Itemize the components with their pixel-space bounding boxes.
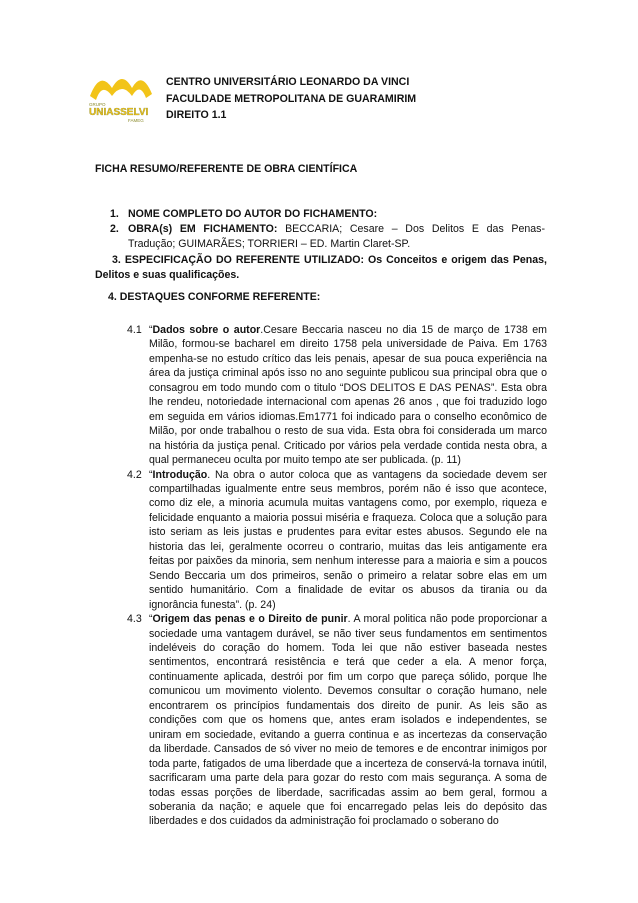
section-text: . Na obra o autor coloca que as vantagens da sociedade devem ser compartilhadas igualmente entre seus membros, porém não é isso que acontece, como diz ele, a minoria acumula muitas vantagens como, por exemplo, riqueza e felicidade enquanto a maioria possui miséria e fraqueza. Coloca que a solução para isto seriam as leis justas e prudentes para evitar estes abusos. Segundo ele na historia das lei, geralmente ocorreu o contrario, muitas das leis antigamente era feitas por paixões da minoria, sem nenhum interesse para a maioria e sim a poucos Sendo Beccaria um dos primeiros, senão o primeiro a relatar sobre elas em um sentido humanitário. Com a finalidade de evitar os abusos da tirania ou da ignorância funesta”. (p. 24) [149,468,547,611]
logo-wings-shape [90,79,152,100]
section-text: . A moral politica não pode proporcionar a sociedade uma vantagem durável, se não tiver seus fundamentos em sentimentos indeléveis do coração do homem. Toda lei que não estiver baseada nestes sentimentos, encontrará resistência e terá que ceder a ela. A menor força, continuamente aplicada, destrói por fim um corpo que pareça sólido, porque lhe comunicou um movimento violento. Devemos consultar o coração humano, nele encontrarem os princípios fundamentais dos direito de punir. As leis são as condições com que os homens que, antes eram isolados e independentes, se uniram em sociedade, evitando a guerra continua e as incertezas da conservação da liberdade. Cansados de só viver no meio de temores e de encontrar inimigos por toda parte, fatigados de uma liberdade que a incerteza de conservá-la tornava inútil, sacrificaram uma parte dela para gozar do resto com mais segurança. A soma de todas essas porções de liberdade, sacrificadas assim ao bem geral, formou a soberania da nação; e aquele que foi encarregado pelas leis do depósito das liberdades e dos cuidados da administração foi proclamado o soberano do [149,613,547,828]
logo-sub-text: FAMEG [128,118,144,123]
section-heading: Introdução [152,468,208,481]
section-text: .Cesare Beccaria nasceu no dia 15 de março de 1738 em Milão, formou-se bacharel em direito 1758 pela universidade de Paiva. Em 1763 empenha-se no estudo crítico das leis penais, apesar de sua pouca experiência na área da justiça criminal após isso no ano seguinte publicou sua principal obra que o consagrou em todo mundo com o titulo “DOS DELITOS E DAS PENAS”. Esta obra lhe rendeu, notoriedade internacional com apenas 26 anos , que foi traduzido logo em seguida em vários idiomas.Em1771 foi indicado para o conselho econômico de Milão, por onde trabalhou o resto de sua vida. Esta obra foi considerada um marco na história da justiça penal. Criticado por vários pela verdade contida nesta obra, a qual permaneceu oculta por muito tempo ate ser publicada. (p. 11) [149,324,547,467]
uniasselvi-logo [86,66,156,124]
quote-mark: “ [149,613,153,626]
item-number: 1. [110,208,119,220]
item-number: 2. [110,223,119,235]
institution-header [166,74,416,124]
logo-graphic [86,66,156,124]
highlights-heading: 4. DESTAQUES CONFORME REFERENTE: [108,291,321,303]
specification-paragraph: 3. ESPECIFICAÇÃO DO REFERENTE UTILIZADO: Os Conceitos e origem das Penas, Delitos e suas qualificações. [95,254,547,281]
item-text: BECCARIA; Cesare – Dos Delitos E das Penas- Tradução; GUIMARÃES; TORRIERI – ED. Martin Claret-SP. [128,223,545,250]
header-line-2: FACULDADE METROPOLITANA DE GUARAMIRIM [166,92,417,105]
section-number: 4.3 [127,613,142,626]
section-heading: Dados sobre o autor [152,324,261,336]
section-introduction [127,468,547,613]
item-label: NOME COMPLETO DO AUTOR DO FICHAMENTO: [128,208,378,220]
document-title: FICHA RESUMO/REFERENTE DE OBRA CIENTÍFICA [95,163,358,175]
highlights-list [127,323,547,829]
item-label: OBRA(s) EM FICHAMENTO: [128,223,278,235]
header-line-3: DIREITO 1.1 [166,109,227,121]
section-origin-of-penalties [127,612,547,829]
header-line-1: CENTRO UNIVERSITÁRIO LEONARDO DA VINCI [166,76,410,88]
logo-group-text: GRUPO [89,102,106,107]
list-item-work [110,222,545,252]
section-author-data [127,323,547,468]
main-list [110,207,545,252]
section-number: 4.1 [127,324,142,336]
section-heading: Origem das penas e o Direito de punir [152,613,348,626]
list-item-author [110,207,545,222]
logo-name-text: UNIASSELVI [89,107,149,118]
quote-mark: “ [149,324,153,336]
quote-mark: “ [149,468,153,481]
section-number: 4.2 [127,468,142,481]
